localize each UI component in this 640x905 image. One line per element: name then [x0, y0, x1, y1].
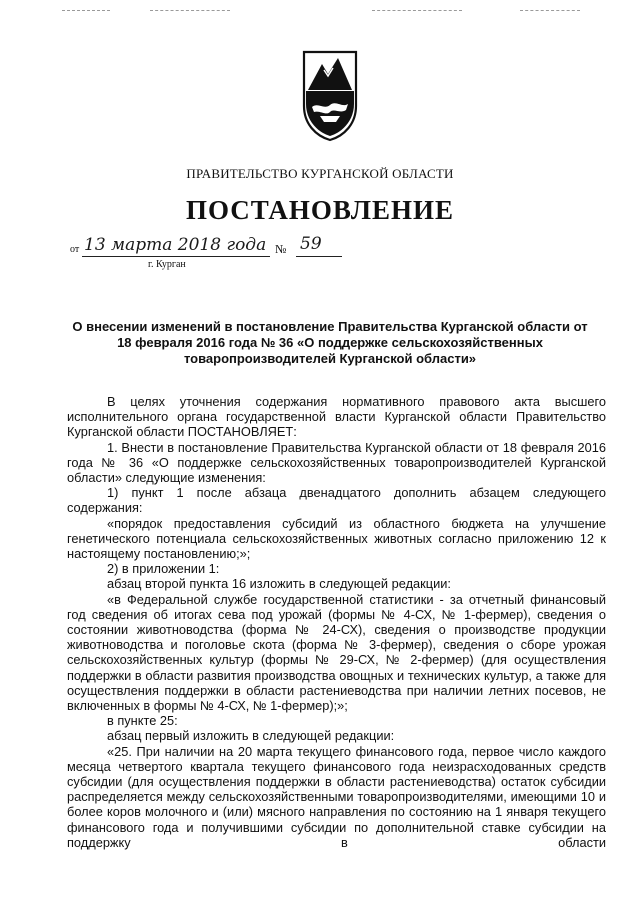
- scan-border-line: [62, 10, 110, 11]
- scan-border-line: [520, 10, 580, 11]
- number-sign: №: [275, 242, 287, 256]
- body-paragraph: в пункте 25:: [107, 713, 178, 729]
- number-underline: [296, 256, 342, 257]
- document-body: [67, 394, 606, 850]
- resolution-title: О внесении изменений в постановление Правительства Курганской области от 18 февраля 2016 года № 36 «О поддержке сельскохозяйственных товаропроизводителей Курганской области»: [72, 319, 588, 366]
- body-paragraph: 1) пункт 1 после абзаца двенадцатого дополнить абзацем следующего содержания:: [67, 485, 606, 516]
- body-paragraph: 2) в приложении 1:: [107, 561, 220, 577]
- body-paragraph: абзац второй пункта 16 изложить в следующей редакции:: [107, 576, 451, 592]
- date-number-row: [0, 234, 640, 278]
- body-paragraph: «25. При наличии на 20 марта текущего финансового года, первое число каждого месяца четвертого квартала текущего финансового года неизрасходованных средств субсидии (для осуществления поддержки в области растениеводства) остаток субсидии распределяется между сельскохозяйственными товаропроизводителями, имеющими 10 и более коров молочного и (или) мясного направления по состоянию на 1 января текущего финансового года и получившими субсидии по дополнительной ставке субсидии на поддержку в области: [67, 743, 606, 850]
- organization-header: ПРАВИТЕЛЬСТВО КУРГАНСКОЙ ОБЛАСТИ: [186, 166, 454, 181]
- scan-border-line: [372, 10, 462, 11]
- document-type-heading: ПОСТАНОВЛЕНИЕ: [185, 195, 455, 225]
- date-prefix: от: [70, 244, 80, 255]
- handwritten-number: 59: [300, 234, 322, 254]
- city-label: г. Курган: [148, 259, 186, 270]
- body-paragraph: 1. Внести в постановление Правительства Курганской области от 18 февраля 2016 года № 36 «О поддержке сельскохозяйственных товаропроизводителей Курганской области» следующие изменения:: [67, 439, 606, 486]
- body-paragraph: «в Федеральной службе государственной статистики - за отчетный финансовый год сведения об итогах сева под урожай (формы № 4-СХ, № 1-фермер), сведения о состоянии животноводства (форма № 24-СХ), сведения о производстве продукции животноводства и поголовье скота (форма № 3-фермер), сведения о сборе урожая сельскохозяйственных культур (формы № 29-СХ, № 2-фермер) (для осуществления поддержки в области развития производства овощных и технических культур, а также для осуществления поддержки в области растениеводства при наличии летних посевов, не включенных в формы № 4-СХ, № 1-фермер);»;: [67, 591, 606, 714]
- handwritten-date: 13 марта 2018 года: [84, 235, 267, 255]
- scan-border-line: [150, 10, 230, 11]
- date-underline: [82, 256, 270, 257]
- body-paragraph: В целях уточнения содержания нормативного правового акта высшего исполнительного органа государственной власти Курганской области Правительство Курганской области ПОСТАНОВЛЯЕТ:: [67, 394, 606, 440]
- kurgan-coat-of-arms-icon: [300, 50, 360, 142]
- body-paragraph: «порядок предоставления субсидий из областного бюджета на улучшение генетического потенциала сельскохозяйственных животных согласно приложению 12 к настоящему постановлению;»;: [67, 515, 606, 562]
- body-paragraph: абзац первый изложить в следующей редакции:: [107, 728, 395, 744]
